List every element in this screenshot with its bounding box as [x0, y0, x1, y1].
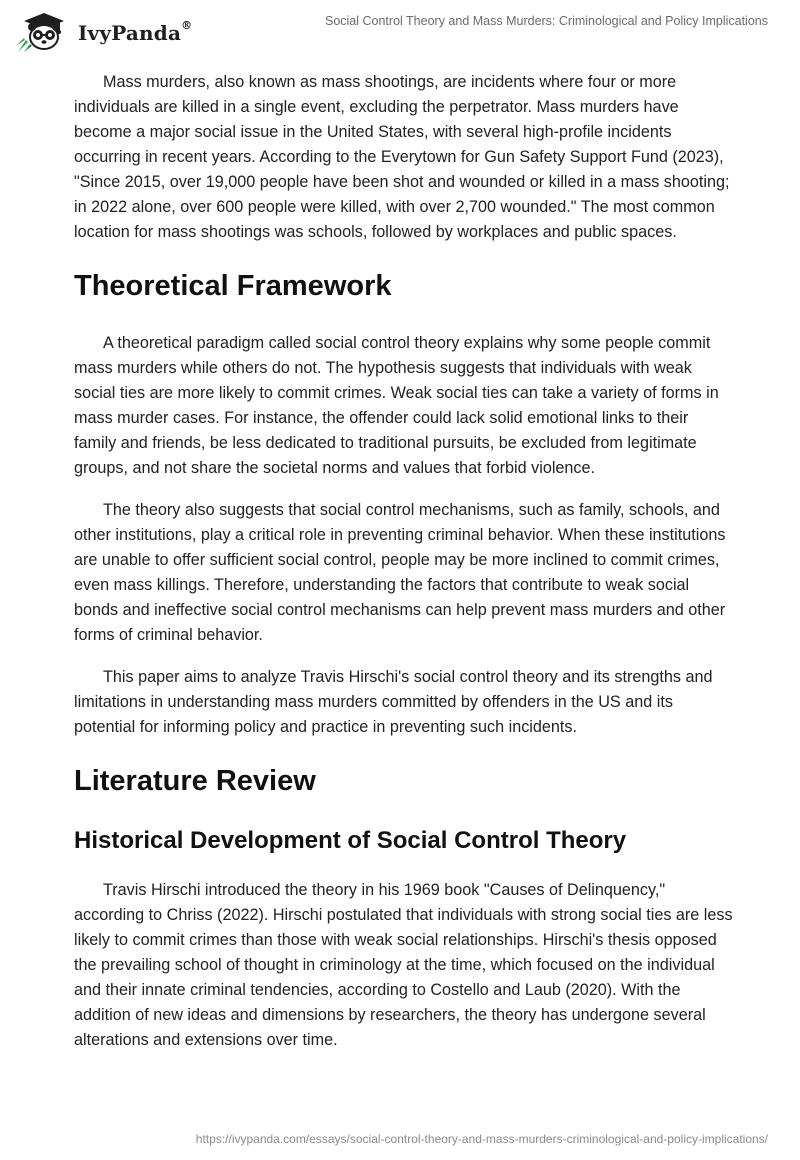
registered-mark: ® [181, 19, 193, 32]
paragraph: The theory also suggests that social control mechanisms, such as family, schools, and other institutions, play a critical role in preventing criminal behavior. When these institutions are unable to offer sufficient social control, people may be more inclined to commit crimes, even mass killings. Therefore, understanding the factors that contribute to weak social bonds and ineffective social control mechanisms can help prevent mass murders and other forms of criminal behavior. [74, 501, 726, 644]
intro-paragraph: Mass murders, also known as mass shootings, are incidents where four or more individuals are killed in a single event, excluding the perpetrator. Mass murders have become a major social issue in the United States, with several high-profile incidents occurring in recent years. According to the Everytown for Gun Safety Support Fund (2023), "Since 2015, over 19,000 people have been shot and wounded or killed in a mass shooting; in 2022 alone, over 600 people were killed, with over 2,700 wounded." The most common location for mass shootings was schools, followed by workplaces and public spaces. [74, 73, 730, 241]
logo-wordmark [78, 21, 192, 45]
paragraph: A theoretical paradigm called social control theory explains why some people commit mass murders while others do not. The hypothesis suggests that individuals with weak social ties are more likely to commit crimes. Weak social ties can take a variety of forms in mass murder cases. For instance, the offender could lack solid emotional links to their family and friends, be less dedicated to traditional pursuits, be excluded from legitimate groups, and not share the societal norms and values that forbid violence. [74, 334, 719, 477]
paragraph: This paper aims to analyze Travis Hirschi's social control theory and its strengths and limitations in understanding mass murders committed by offenders in the US and its potential for informing policy and practice in preventing such incidents. [74, 668, 713, 736]
document-title: Social Control Theory and Mass Murders: Criminological and Policy Implications [324, 14, 768, 28]
paragraph: Travis Hirschi introduced the theory in his 1969 book "Causes of Delinquency," according to Chriss (2022). Hirschi postulated that individuals with strong social ties are less likely to commit crimes than those with weak social relationships. Hirschi's thesis opposed the prevailing school of thought in criminology at the time, which focused on the individual and their innate criminal tendencies, according to Costello and Laub (2020). With the addition of new ideas and dimensions by researchers, the theory has undergone several alterations and extensions over time. [74, 881, 733, 1049]
page-header [0, 0, 800, 60]
article-body [74, 70, 734, 1070]
section-heading-theoretical-framework: Theoretical Framework [74, 270, 392, 302]
source-url[interactable]: https://ivypanda.com/essays/social-control-theory-and-mass-murders-criminological-and-policy-implications/ [195, 1132, 768, 1146]
subsection-heading-historical-development: Historical Development of Social Control Theory [74, 827, 627, 854]
section-heading-literature-review: Literature Review [74, 765, 316, 797]
logo-text: IvyPanda [78, 21, 182, 45]
ivypanda-logo[interactable] [14, 10, 192, 54]
panda-graduate-icon [14, 10, 74, 54]
